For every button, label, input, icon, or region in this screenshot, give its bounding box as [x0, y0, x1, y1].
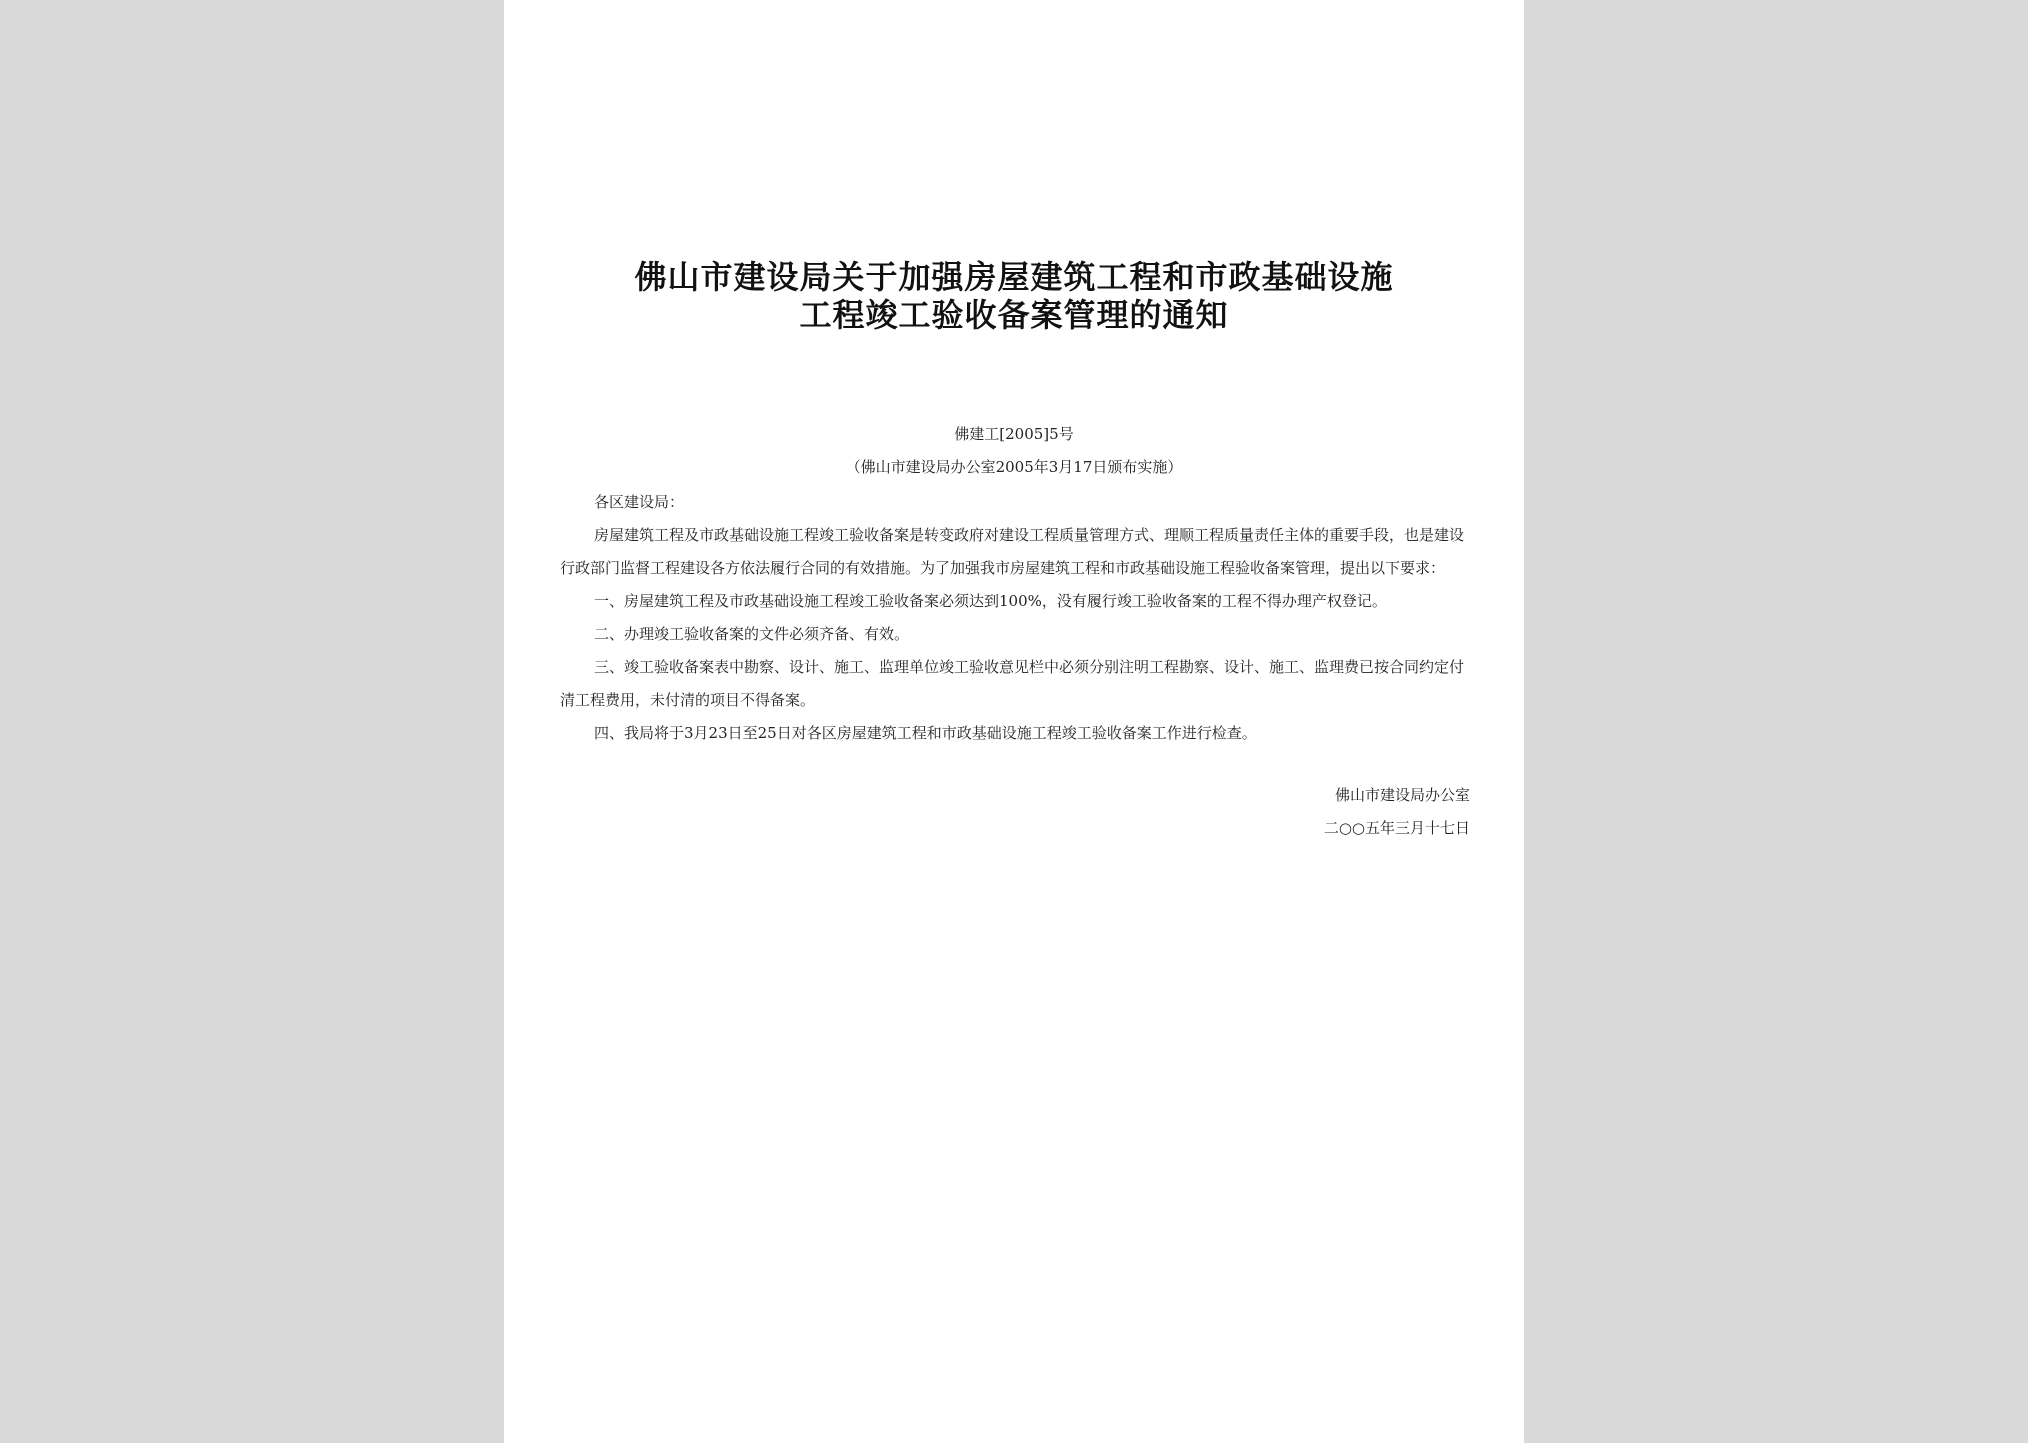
signature-date: 二○○五年三月十七日 — [1323, 819, 1470, 837]
signature-organization: 佛山市建设局办公室 — [1334, 786, 1470, 804]
requirement-item-3: 三、竣工验收备案表中勘察、设计、施工、监理单位竣工验收意见栏中必须分别注明工程勘察、设计、施工、监理费已按合同约定付清工程费用，未付清的项目不得备案。 — [560, 658, 1465, 709]
salutation: 各区建设局： — [594, 493, 685, 511]
title-line-1: 佛山市建设局关于加强房屋建筑工程和市政基础设施 — [634, 258, 1394, 296]
requirement-item-4: 四、我局将于3月23日至25日对各区房屋建筑工程和市政基础设施工程竣工验收备案工作进行检查。 — [594, 724, 1257, 742]
title-line-2: 工程竣工验收备案管理的通知 — [799, 296, 1229, 334]
document-title — [584, 258, 1444, 334]
document-page — [504, 0, 1524, 1443]
intro-paragraph: 房屋建筑工程及市政基础设施工程竣工验收备案是转变政府对建设工程质量管理方式、理顺工程质量责任主体的重要手段，也是建设行政部门监督工程建设各方依法履行合同的有效措施。为了加强我市房屋建筑工程和市政基础设施工程验收备案管理，提出以下要求： — [560, 526, 1465, 577]
issue-note: （佛山市建设局办公室2005年3月17日颁布实施） — [845, 458, 1183, 476]
requirement-item-1: 一、房屋建筑工程及市政基础设施工程竣工验收备案必须达到100%，没有履行竣工验收备案的工程不得办理产权登记。 — [594, 592, 1387, 610]
document-body — [560, 486, 1470, 750]
requirement-item-2: 二、办理竣工验收备案的文件必须齐备、有效。 — [594, 625, 910, 643]
document-number: 佛建工[2005]5号 — [954, 425, 1074, 443]
